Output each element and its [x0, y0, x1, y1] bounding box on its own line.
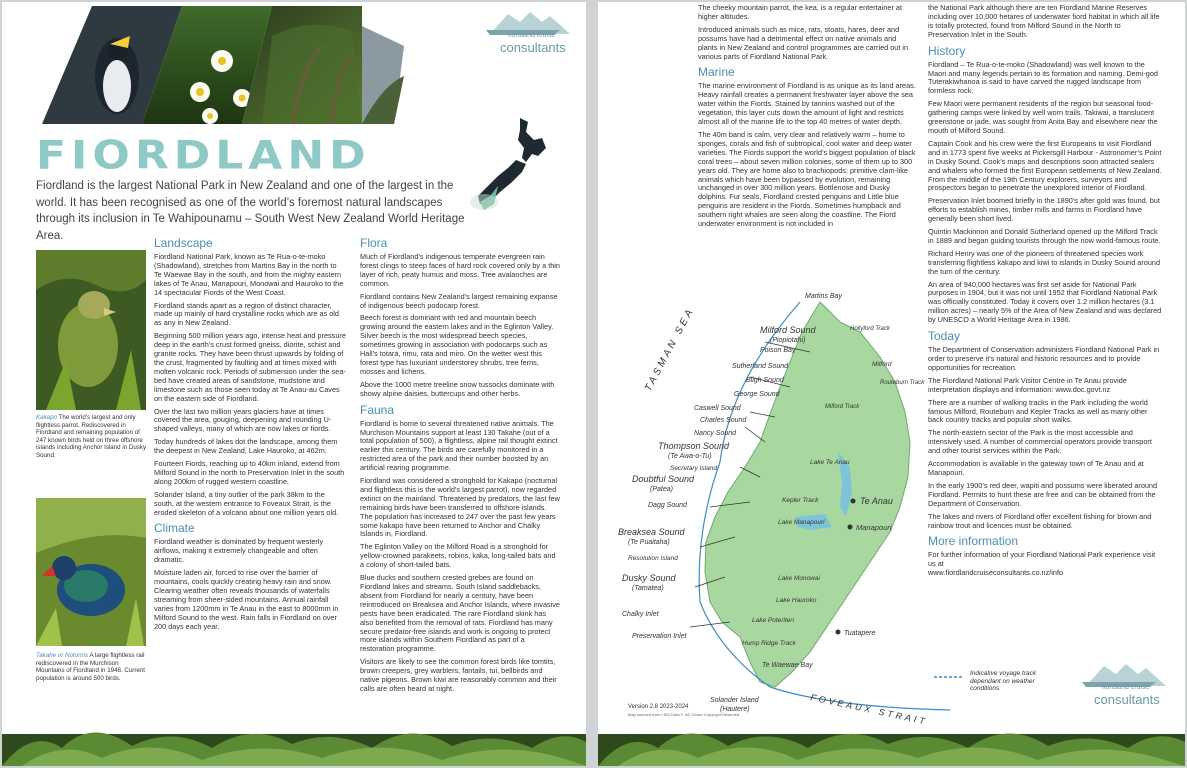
map-label-george-sound: George Sound: [734, 391, 780, 398]
map-label-dusky-maori: (Tamatea): [632, 585, 664, 592]
marine-heading: Marine: [698, 65, 735, 80]
map-label-milford-maori: (Piopiotahi): [770, 337, 806, 344]
version-text: Version 2.8 2023-2024: [628, 704, 689, 710]
map-label-doubtful-sound: Doubtful Sound: [632, 474, 695, 484]
tuatapere-town-icon: [836, 630, 841, 635]
map-label-breaksea-sound: Breaksea Sound: [618, 527, 685, 537]
history-paragraph: Captain Cook and his crew were the first Europeans to visit Fiordland and in 1773 spent five weeks at Pickersgill Harbour - Astronomer’s Point in Dusky Sound. Cook’s maps and descriptions soon attracted sealers and whalers who formed the first European settlements of New Zealand. From the middle of the 19th Century explorers, surveyors and prospectors began to penetrate the unexplored interior of Fiordland.: [928, 138, 1162, 193]
today-heading: Today: [928, 329, 961, 344]
map-label-lake-hauroko: Lake Hauroko: [776, 597, 817, 604]
landscape-heading: Landscape: [154, 236, 213, 250]
history-paragraph: Richard Henry was one of the pioneers of threatened species work transferring flightless kakapo and kiwi to islands in Dusky Sound around the turn of the century.: [928, 248, 1161, 276]
more-information-text: For further information of your Fiordland National Park experience visit us at: [928, 550, 1156, 569]
map-label-charles-sound: Charles Sound: [700, 417, 747, 424]
logo-line2: consultants: [500, 40, 566, 55]
map-label-milford-sound: Milford Sound: [760, 325, 816, 335]
logo-line1: fiordland cruise: [508, 32, 556, 39]
map-label-secretary-island: Secretary Island: [670, 465, 717, 472]
map-label-routeburn-track: Routeburn Track: [880, 380, 925, 386]
climate-paragraph: Fiordland weather is dominated by frequent westerly airflows, making it extremely changeable and often dramatic.: [154, 537, 324, 565]
map-label-thompson-sound: Thompson Sound: [658, 441, 730, 451]
voyage-track-legend-icon: [934, 672, 964, 682]
marine-paragraph: The 40m band is calm, very clear and relatively warm – home to sponges, corals and fish of subtropical, cool water and deep water varieties. The Fiords support the world’s biggest population of black coral trees – about seven million colonies, some of them up to 300 years old. They are home also to brachiopods: primitive clam-like animals which have been bypassed by evolution, remaining unchanged in over 300 million years. Bottlenose and Dusky dolphins. Fur seals, Fiordland crested penguins and Little blue penguins are resident in the Fiords. Sometimes humpback and southern right whales are seen along the coastline. The Fiord underwater environment is not included in: [698, 129, 916, 229]
info-link[interactable]: www.fiordlandcruiseconsultants.co.nz/info: [928, 568, 1064, 578]
map-label-hump-ridge-track: Hump Ridge Track: [742, 640, 796, 647]
flora-heading: Flora: [360, 236, 388, 250]
history-today-column: [928, 4, 1162, 578]
history-paragraph: Preservation Inlet boomed briefly in the 1890’s after gold was found, but efforts to establish mines, timber mills and farms in Fiordland have generally been short lived.: [928, 196, 1160, 224]
today-paragraph: There are a number of walking tracks in the Park including the world famous Milford, Routeburn and Kepler Tracks as well as many other back country tracks and popular short walks.: [928, 397, 1148, 425]
fern-footer-band: [598, 718, 1185, 766]
map-label-lake-poteriteri: Lake Poteriteri: [752, 617, 794, 624]
map-label-chalky-inlet: Chalky Inlet: [622, 611, 659, 618]
history-heading: History: [928, 43, 966, 58]
flora-paragraph: Fiordland contains New Zealand’s largest remaining expanse of indigenous beech podocarp forest.: [360, 291, 558, 310]
history-paragraph: Fiordland – Te Rua-o-te-moko (Shadowland) was well known to the Maori and many legends pertain to its formation and naming. Demi-god Tuterakiwhanoa is said to have carved the rugged landscape from formless rock.: [928, 59, 1158, 96]
map-label-manapouri: Manapouri: [856, 523, 892, 532]
fauna-paragraph: Visitors are likely to see the common forest birds like tomtits, brown creepers, grey warblers, fantails, tui, bellbirds and native pigeons. Brown kiwi are reasonably common and their calls are often heard at night.: [360, 657, 557, 693]
map-label-nancy-sound: Nancy Sound: [694, 430, 737, 437]
today-paragraph: The lakes and rivers of Fiordland offer excellent fishing for brown and rainbow trout and licences must be obtained.: [928, 511, 1152, 530]
map-label-poison-bay: Poison Bay: [760, 347, 796, 354]
today-paragraph: The Department of Conservation administers Fiordland National Park in order to preserve it’s natural and historic resources and to provide opportunities for recreation.: [928, 345, 1160, 372]
fiordland-map: [610, 293, 950, 727]
kakapo-caption: [36, 414, 148, 460]
logo-line2: consultants: [1094, 692, 1160, 707]
landscape-climate-column: [154, 232, 346, 636]
map-label-sutherland-sound: Sutherland Sound: [732, 363, 789, 370]
company-logo: [1076, 660, 1176, 712]
map-label-preservation-inlet: Preservation Inlet: [632, 633, 687, 640]
fiordland-landmass: [705, 302, 910, 687]
map-label-bligh-sound: Bligh Sound: [746, 377, 784, 384]
page-title: FIORDLAND: [36, 132, 371, 179]
map-label-lake-monowai: Lake Monowai: [778, 575, 820, 582]
company-logo: [480, 8, 580, 58]
fauna-paragraph: Fiordland was considered a stronghold for Kakapo (nocturnal and flightless this is the world’s largest parrot), now regarded extinct on the mainland. Threatened by predators, the last few remaining birds have been transferred to offshore islands. The population has increased to 247 over the past few years some kakapo have been returned to Anchor and Chalky Islands in, Fiordland.: [360, 476, 560, 539]
history-paragraph: Quintin Mackinnon and Donald Sutherland opened up the Milford Track in 1889 and began guiding tourists through the now world-famous route.: [928, 227, 1161, 245]
fauna-paragraph: Fiordland is home to several threatened native animals. The Murchison Mountains support at least 130 Takahe (out of a total population of 500), a flightless, alpine rail thought extinct earlier this century. The birds are carefully monitored in a restricted area of the park and their number boosted by an artificial rearing programme.: [360, 418, 558, 473]
marine-paragraph: The marine environment of Fiordland is as unique as its land areas. Heavy rainfall creates a permanent freshwater layer above the sea water within the Fiords. Stained by tannins washed out of the vegetation, this layer cuts down the amount of light and restricts almost all of the marine life to the top 40 metres of water depth.: [698, 81, 916, 127]
landscape-paragraph: Fiordland National Park, known as Te Rua-o-te-moko (Shadowland), stretches from Martins Bay in the north to Te Waewae Bay in the south, and from the mighty eastern lakes of Te Anau, Manapouri, Monowai and Hauroko to the 14 spectacular Fiords of the West Coast.: [154, 252, 344, 297]
intro-paragraph: Fiordland is the largest National Park in New Zealand and one of the largest in the world. It has been recognised as one of the world’s foremost natural landscapes through its inclusion in Te Wahipounamu – South West New Zealand World Heritage Area.: [36, 180, 465, 242]
flora-paragraph: Much of Fiordland’s indigenous temperate evergreen rain forest clings to steep faces of hard rock covered only by a thin layer of rich, peaty humus and moss. Tree avalanches are common.: [360, 252, 560, 288]
manapouri-town-icon: [848, 525, 853, 530]
map-label-dagg-sound: Dagg Sound: [648, 502, 687, 509]
map-label-te-waewae-bay: Te Waewae Bay: [762, 662, 813, 669]
map-label-milford: Milford: [872, 361, 892, 368]
takahe-photo: [36, 498, 146, 646]
today-paragraph: The Fiordland National Park Visitor Centre in Te Anau provide interpretation displays and information: www.doc.govt.nz: [928, 375, 1127, 394]
takahe-caption-text: A large flightless rail rediscovered in the Murchison Mountains of Fiordland in 1948. Current population is around 500 birds.: [36, 652, 146, 682]
more-information-paragraph: [928, 551, 1162, 578]
climate-heading: Climate: [154, 521, 195, 536]
takahe-caption-name: Takahe or Notornis: [36, 652, 89, 659]
map-label-tuatapere: Tuatapere: [844, 630, 876, 637]
flora-paragraph: Above the 1000 metre treeline snow tussocks dominate with showy alpine daisies, buttercups and other herbs.: [360, 379, 555, 398]
today-paragraph: Accommodation is available in the gateway town of Te Anau and at Manapouri.: [928, 459, 1144, 477]
fauna-heading: Fauna: [360, 402, 395, 417]
map-label-te-anau: Te Anau: [860, 496, 893, 506]
map-label-lake-manapouri: Lake Manapouri: [778, 519, 825, 526]
landscape-paragraph: Today hundreds of lakes dot the landscape, among them the deepest in New Zealand, Lake Hauroko, at 462m.: [154, 437, 338, 456]
map-label-breaksea-maori: (Te Puaitaha): [628, 539, 670, 546]
logo-line1: fiordland cruise: [1102, 684, 1150, 691]
map-label-dusky-sound: Dusky Sound: [622, 573, 676, 583]
marine-column: [698, 4, 916, 233]
map-label-solander-maori: (Hautere): [720, 706, 750, 713]
landscape-paragraph: Fiordland stands apart as a region of distinct character, made up mainly of hard crystalline rocks which are as old as any in New Zealand.: [154, 300, 339, 328]
more-information-heading: More information: [928, 534, 1019, 549]
climate-paragraph: Moisture laden air, forced to rise over the barrier of mountains, cools quickly creating heavy rain and snow. Clearing weather often reveals thousands of waterfalls streaming from sheer-sided mountains. Annual rainfall varies from 1200mm in Te Anau in the east to 8000mm in Milford Sound to the west. Rain falls in Fiordland on over 200 days each year.: [154, 568, 339, 631]
today-paragraph: In the early 1900’s red deer, wapiti and possums were liberated around Fiordland. Permits to hunt these are free and can be obtained from the Department of Conservation.: [928, 480, 1158, 508]
history-paragraph: Few Maori were permanent residents of the region but seasonal food-gathering camps were linked by well worn trails. Takiwai, a translucent greenstone or jade, was sought from Anita Bay and elsewhere near the mouth of Milford Sound.: [928, 99, 1158, 135]
marine-continued-paragraph: the National Park although there are ten Fiordland Marine Reserves including over 10,000 hetares of underwater fiord habitat in which all life is totally protected, found from Milford Sound in the North to Preservation Inlet in the South.: [928, 3, 1160, 39]
takahe-caption: [36, 652, 148, 682]
fern-footer-band: [2, 718, 586, 766]
flora-paragraph: Beech forest is dominant with red and mountain beech growing around the eastern lakes and in the Eglinton Valley. Silver beech is the most widespread beech species, sometimes growing in association with podocarps such as Hall’s totara, rimu, rata and miro. On the wetter west this forest type has luxuriant understorey shrubs, tree ferns, mosses and lichens.: [360, 313, 554, 376]
left-page: [2, 2, 586, 766]
header-photo-collage: [32, 6, 477, 124]
map-label-thompson-maori: (Te Awa-o-Tu): [668, 453, 712, 460]
map-label-lake-te-anau: Lake Te Anau: [810, 459, 850, 466]
map-label-tasman-sea: TASMAN SEA: [642, 305, 697, 394]
map-label-foveaux-strait: FOVEAUX STRAIT: [809, 692, 929, 727]
intro-animals-paragraph: Introduced animals such as mice, rats, stoats, hares, deer and possums have had a detrimental effect on native animals and plants in New Zealand and control programmes are carried out in various parts of Fiordland National Park.: [698, 24, 909, 61]
map-label-kepler-track: Kepler Track: [782, 497, 819, 504]
kakapo-caption-name: Kakapo: [36, 414, 57, 421]
map-label-resolution-island: Resolution Island: [628, 555, 678, 562]
today-paragraph: The north-eastern sector of the Park is the most accessible and intensively used. A number of commercial operators provide transport and other tourist services within the Park.: [928, 428, 1152, 456]
landscape-paragraph: Solander Island, a tiny outlier of the park 38km to the south, at the western entrance to Foveaux Strait, is the eroded skeleton of a volcano about one million years old.: [154, 489, 339, 517]
kakapo-photo: [36, 250, 146, 410]
landscape-paragraph: Beginning 500 million years ago, intense heat and pressure deep in the earth’s crust formed gneiss, diorite, schist and granite rocks. They have been thrust upwards by folding of the crust, fragmented by faulting and at times mixed with molten volcanic rock. Periods of submersion under the sea-bed have created areas of sandstone, mudstone and limestone such as those seen today at Te Anau-au Caves on the eastern side of Fiordland.: [154, 331, 346, 403]
te-anau-town-icon: [851, 499, 856, 504]
map-label-martins-bay: Martins Bay: [805, 293, 842, 300]
map-label-milford-track: Milford Track: [825, 404, 860, 410]
map-label-solander-island: Solander Island: [710, 697, 759, 704]
history-paragraph: An area of 940,000 hectares was first set aside for National Park purposes in 1904, but it was not until 1952 that Fiordland National Park was officially constituted. Today it covers over 1.2 million hectares (3.1 million acres) – nearly 5% of the Area of New Zealand and was declared by UNESCO a World Heritage Area in 1986.: [928, 279, 1162, 325]
fauna-paragraph: Blue ducks and southern crested grebes are found on Fiordland lakes and streams. South Island saddlebacks, absent from Fiordland for nearly a century, have been reintroduced on Breaksea and Anchor Islands, where invasive pests have been eradicated. The rare Fiordland skink has also benefited from the removal of rats. Fiordland has many secure predator-free islands and work is ongoing to protect more islands within Southern Fiordland as part of a restoration programme.: [360, 573, 560, 654]
legend-text: Indicative voyage track dependant on weather conditions: [970, 670, 1037, 693]
intro-animals-paragraph: The cheeky mountain parrot, the kea, is a regular entertainer at higher altitudes.: [698, 3, 903, 21]
fauna-paragraph: The Eglinton Valley on the Milford Road is a stronghold for yellow-crowned parakeets, robins, kaka, long-tailed bats and a colony of short-tailed bats.: [360, 542, 556, 570]
landscape-paragraph: Fourteen Fiords, reaching up to 40km inland, extend from Milford Sound in the north to Preservation Inlet in the south along 200km of rugged western coastline.: [154, 459, 345, 486]
right-page: [598, 2, 1185, 766]
kakapo-caption-text: The world’s largest and only flightless parrot. Rediscovered in Fiordland and remaining population of 247 known birds held on three offshore islands including Anchor Island in Dusky Sound.: [36, 414, 147, 459]
map-label-caswell-sound: Caswell Sound: [694, 405, 741, 412]
landscape-paragraph: Over the last two million years glaciers have at times covered the area, gouging, deepening and rounding U-shaped valleys, many of which are now lakes or fiords.: [154, 406, 332, 434]
flora-fauna-column: [360, 232, 560, 698]
map-credit-text: Map sourced from LINZ Data © NZ Crown Copyright Reserved: [628, 712, 740, 717]
map-label-hollyford-track: Hollyford Track: [850, 326, 890, 332]
map-label-doubtful-maori: (Patea): [650, 486, 673, 493]
